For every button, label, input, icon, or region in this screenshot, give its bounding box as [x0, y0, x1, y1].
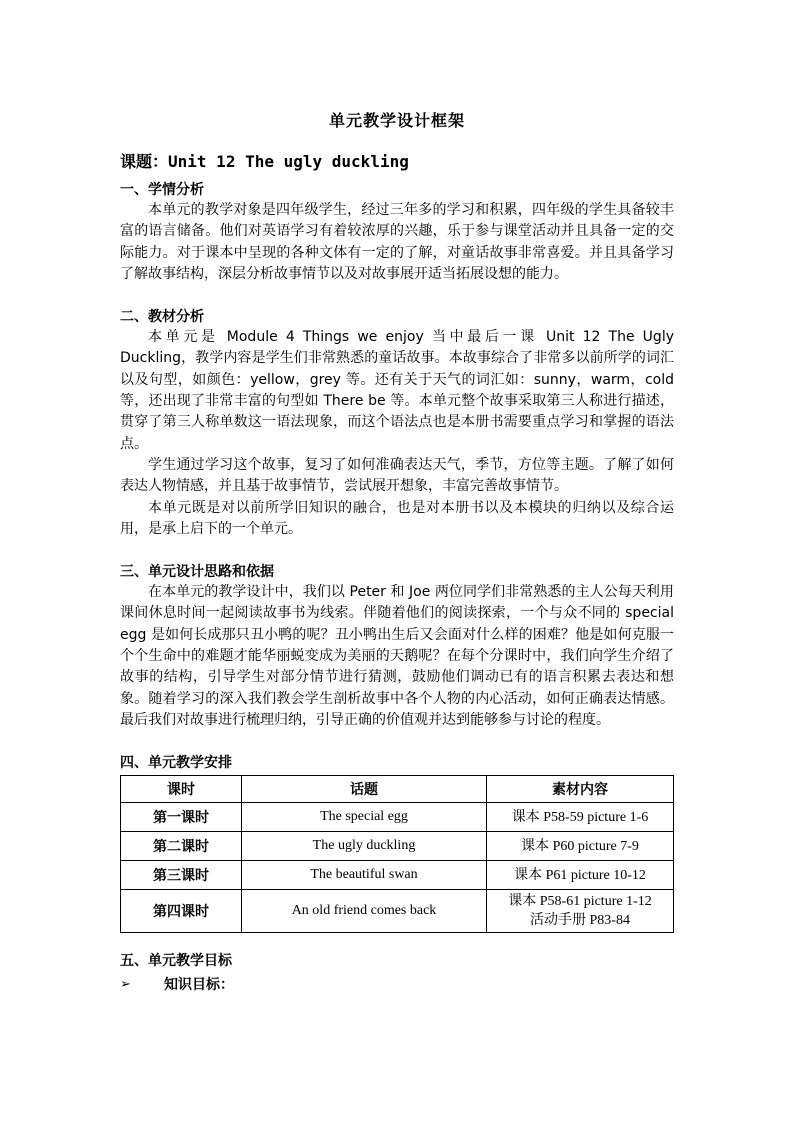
cell-material: [487, 803, 674, 832]
cell-period: 第三课时: [121, 861, 242, 890]
cell-material: [487, 861, 674, 890]
objective-bullet: [120, 975, 674, 995]
section-heading-teaching-objectives: 五、单元教学目标: [120, 953, 232, 970]
arrow-bullet-icon: ➢: [120, 977, 131, 993]
paragraph: 本单元既是对以前所学旧知识的融合，也是对本册书以及本模块的归纳以及综合运用，是承上启下的一个单元。: [120, 499, 674, 537]
cell-topic: The ugly duckling: [242, 832, 487, 861]
paragraph: 本单元的教学对象是四年级学生，经过三年多的学习和积累，四年级的学生具备较丰富的语言储备。他们对英语学习有着较浓厚的兴趣，乐于参与课堂活动并且具备一定的交际能力。对于课本中呈现的各种文体有一定的了解，对童话故事非常喜爱。并且具备学习了解故事结构，深层分析故事情节以及对故事展开适当拓展设想的能力。: [120, 202, 674, 282]
cell-period: 第四课时: [121, 890, 242, 933]
cell-period: 第一课时: [121, 803, 242, 832]
paragraph: 在本单元的教学设计中，我们以 Peter 和 Joe 两位同学们非常熟悉的主人公每天利用课间休息时间一起阅读故事书为线索。伴随着他们的阅读探索，一个与众不同的 special egg 是如何长成那只丑小鸭的呢？丑小鸭出生后又会面对什么样的困难？他是如何克服一个个生命中的难题才能华丽蜕变成为美丽的天鹅呢？在每个分课时中，我们向学生介绍了故事的结构，引导学生对部分情节进行猜测，鼓励他们调动已有的语言积累去表达和想象。随着学习的深入我们教会学生剖析故事中各个人物的内心活动，如何正确表达情感。最后我们对故事进行梳理归纳，引导正确的价值观并达到能够参与讨论的程度。: [120, 584, 674, 728]
lesson-title: [120, 149, 674, 172]
column-header-topic: 话题: [242, 776, 487, 803]
section-heading-learner-analysis: 一、学情分析: [120, 182, 204, 198]
cell-period: 第二课时: [121, 832, 242, 861]
material-line: 课本 P60 picture 7-9: [521, 838, 639, 854]
material-line: 课本 P58-59 picture 1-6: [511, 809, 649, 825]
column-header-period: 课时: [121, 776, 242, 803]
cell-material: [487, 832, 674, 861]
cell-material: [487, 890, 674, 933]
cell-topic: The special egg: [242, 803, 487, 832]
paragraph: 学生通过学习这个故事，复习了如何准确表达天气，季节，方位等主题。了解了如何表达人物情感，并且基于故事情节，尝试展开想象，丰富完善故事情节。: [120, 456, 674, 495]
lesson-title-prefix: 课题：: [120, 152, 169, 171]
document-title: 单元教学设计框架: [328, 111, 465, 130]
material-line: 活动手册 P83-84: [530, 913, 630, 929]
table-row: [121, 803, 674, 832]
lesson-title-name: Unit 12 The ugly duckling: [168, 152, 409, 171]
table-row: [121, 861, 674, 890]
cell-topic: An old friend comes back: [242, 890, 487, 933]
table-row: [121, 890, 674, 933]
section-heading-schedule: 四、单元教学安排: [120, 755, 232, 772]
material-line: 课本 P61 picture 10-12: [514, 867, 646, 883]
table-header-row: [121, 776, 674, 803]
cell-topic: The beautiful swan: [242, 861, 487, 890]
material-line: 课本 P58-61 picture 1-12: [508, 894, 652, 910]
objective-label: 知识目标：: [164, 977, 234, 994]
paragraph: 本单元是 Module 4 Things we enjoy 当中最后一课 Unit 12 The Ugly Duckling，教学内容是学生们非常熟悉的童话故事。本故事综合了非常多以前所学的词汇以及句型，如颜色：yellow，grey 等。还有关于天气的词汇如：sunny，warm，cold 等，还出现了非常丰富的句型如 There be 等。本单元整个故事采取第三人称进行描述，贯穿了第三人称单数这一语法现象，而这个语法点也是本册书需要重点学习和掌握的语法点。: [120, 329, 674, 452]
column-header-material: 素材内容: [487, 776, 674, 803]
section-heading-design-rationale: 三、单元设计思路和依据: [120, 564, 274, 581]
section-heading-material-analysis: 二、教材分析: [120, 309, 204, 326]
table-row: [121, 832, 674, 861]
schedule-table: [120, 775, 674, 933]
